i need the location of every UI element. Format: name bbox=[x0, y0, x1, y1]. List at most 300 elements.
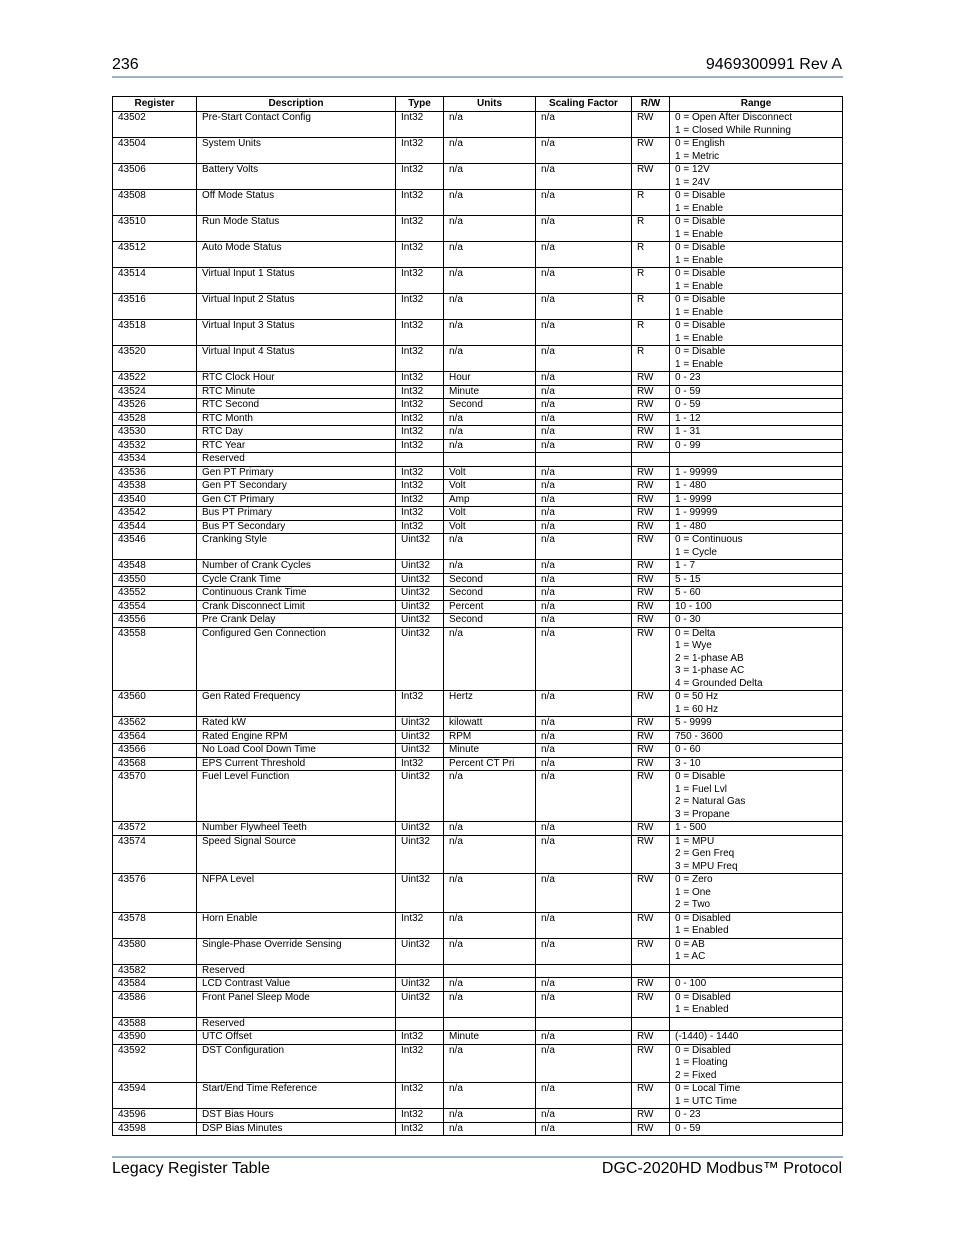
type-cell: Int32 bbox=[396, 399, 444, 413]
table-row bbox=[113, 1122, 843, 1136]
rw-cell: RW bbox=[632, 757, 670, 771]
units-cell: Volt bbox=[444, 480, 536, 494]
units-cell: n/a bbox=[444, 1044, 536, 1083]
range-cell bbox=[670, 1017, 843, 1031]
units-cell: n/a bbox=[444, 771, 536, 822]
scaling-factor-cell: n/a bbox=[536, 560, 632, 574]
rw-cell: RW bbox=[632, 520, 670, 534]
scaling-factor-cell: n/a bbox=[536, 730, 632, 744]
scaling-factor-cell: n/a bbox=[536, 112, 632, 138]
type-cell: Uint32 bbox=[396, 938, 444, 964]
type-cell: Int32 bbox=[396, 691, 444, 717]
range-cell: 1 - 99999 bbox=[670, 466, 843, 480]
rw-cell: R bbox=[632, 190, 670, 216]
range-cell: 0 = Continuous 1 = Cycle bbox=[670, 534, 843, 560]
scaling-factor-cell: n/a bbox=[536, 520, 632, 534]
range-cell: 0 - 100 bbox=[670, 978, 843, 992]
type-cell bbox=[396, 1017, 444, 1031]
register-cell: 43520 bbox=[113, 346, 197, 372]
description-cell: Off Mode Status bbox=[197, 190, 396, 216]
type-cell: Int32 bbox=[396, 1083, 444, 1109]
table-row bbox=[113, 480, 843, 494]
scaling-factor-cell: n/a bbox=[536, 717, 632, 731]
scaling-factor-cell: n/a bbox=[536, 439, 632, 453]
scaling-factor-cell: n/a bbox=[536, 466, 632, 480]
type-cell: Uint32 bbox=[396, 614, 444, 628]
units-cell: n/a bbox=[444, 627, 536, 691]
range-cell: 5 - 60 bbox=[670, 587, 843, 601]
register-cell: 43594 bbox=[113, 1083, 197, 1109]
type-cell: Int32 bbox=[396, 190, 444, 216]
description-cell: Number Flywheel Teeth bbox=[197, 822, 396, 836]
rw-cell: RW bbox=[632, 822, 670, 836]
table-row bbox=[113, 835, 843, 874]
units-cell: Hertz bbox=[444, 691, 536, 717]
register-cell: 43578 bbox=[113, 912, 197, 938]
rw-cell: RW bbox=[632, 978, 670, 992]
table-row bbox=[113, 1083, 843, 1109]
scaling-factor-cell: n/a bbox=[536, 412, 632, 426]
type-cell: Int32 bbox=[396, 1044, 444, 1083]
range-cell: 1 - 480 bbox=[670, 520, 843, 534]
description-cell: Virtual Input 4 Status bbox=[197, 346, 396, 372]
register-table bbox=[112, 96, 843, 1136]
units-cell: n/a bbox=[444, 216, 536, 242]
units-cell: n/a bbox=[444, 874, 536, 913]
description-cell: RTC Day bbox=[197, 426, 396, 440]
table-row bbox=[113, 190, 843, 216]
range-cell: 1 - 99999 bbox=[670, 507, 843, 521]
scaling-factor-cell: n/a bbox=[536, 138, 632, 164]
description-cell: Configured Gen Connection bbox=[197, 627, 396, 691]
table-row bbox=[113, 216, 843, 242]
units-cell bbox=[444, 1017, 536, 1031]
type-cell: Uint32 bbox=[396, 573, 444, 587]
table-row bbox=[113, 138, 843, 164]
units-cell: n/a bbox=[444, 439, 536, 453]
register-cell: 43532 bbox=[113, 439, 197, 453]
scaling-factor-cell: n/a bbox=[536, 294, 632, 320]
rw-cell: RW bbox=[632, 439, 670, 453]
rw-cell: RW bbox=[632, 560, 670, 574]
table-row bbox=[113, 874, 843, 913]
table-row bbox=[113, 938, 843, 964]
rw-cell: RW bbox=[632, 874, 670, 913]
register-cell: 43556 bbox=[113, 614, 197, 628]
column-header-description: Description bbox=[197, 97, 396, 112]
scaling-factor-cell: n/a bbox=[536, 757, 632, 771]
range-cell: 3 - 10 bbox=[670, 757, 843, 771]
description-cell: RTC Minute bbox=[197, 385, 396, 399]
scaling-factor-cell: n/a bbox=[536, 1083, 632, 1109]
type-cell bbox=[396, 964, 444, 978]
scaling-factor-cell: n/a bbox=[536, 493, 632, 507]
scaling-factor-cell: n/a bbox=[536, 1122, 632, 1136]
register-cell: 43554 bbox=[113, 600, 197, 614]
range-cell: 1 = MPU 2 = Gen Freq 3 = MPU Freq bbox=[670, 835, 843, 874]
rw-cell: RW bbox=[632, 614, 670, 628]
units-cell: n/a bbox=[444, 426, 536, 440]
scaling-factor-cell: n/a bbox=[536, 912, 632, 938]
scaling-factor-cell: n/a bbox=[536, 242, 632, 268]
register-cell: 43504 bbox=[113, 138, 197, 164]
scaling-factor-cell: n/a bbox=[536, 978, 632, 992]
units-cell: n/a bbox=[444, 412, 536, 426]
type-cell: Int32 bbox=[396, 372, 444, 386]
rw-cell: RW bbox=[632, 493, 670, 507]
table-row bbox=[113, 294, 843, 320]
range-cell: 0 = 50 Hz 1 = 60 Hz bbox=[670, 691, 843, 717]
range-cell bbox=[670, 453, 843, 467]
rw-cell: RW bbox=[632, 466, 670, 480]
scaling-factor-cell: n/a bbox=[536, 346, 632, 372]
units-cell: Volt bbox=[444, 507, 536, 521]
units-cell: Percent bbox=[444, 600, 536, 614]
type-cell: Uint32 bbox=[396, 744, 444, 758]
table-row bbox=[113, 399, 843, 413]
register-cell: 43518 bbox=[113, 320, 197, 346]
table-row bbox=[113, 560, 843, 574]
description-cell: Speed Signal Source bbox=[197, 835, 396, 874]
rw-cell: RW bbox=[632, 507, 670, 521]
table-row bbox=[113, 730, 843, 744]
register-cell: 43596 bbox=[113, 1109, 197, 1123]
description-cell: Gen CT Primary bbox=[197, 493, 396, 507]
scaling-factor-cell: n/a bbox=[536, 534, 632, 560]
range-cell: 0 = Disable 1 = Enable bbox=[670, 320, 843, 346]
table-row bbox=[113, 534, 843, 560]
description-cell: Crank Disconnect Limit bbox=[197, 600, 396, 614]
table-row bbox=[113, 320, 843, 346]
rw-cell: RW bbox=[632, 1031, 670, 1045]
section-title: Legacy Register Table bbox=[112, 1160, 271, 1177]
rw-cell: RW bbox=[632, 938, 670, 964]
table-row bbox=[113, 573, 843, 587]
rw-cell: R bbox=[632, 294, 670, 320]
register-cell: 43564 bbox=[113, 730, 197, 744]
rw-cell: RW bbox=[632, 480, 670, 494]
register-cell: 43582 bbox=[113, 964, 197, 978]
table-row bbox=[113, 614, 843, 628]
range-cell: 0 - 99 bbox=[670, 439, 843, 453]
table-row bbox=[113, 385, 843, 399]
rw-cell: RW bbox=[632, 991, 670, 1017]
rw-cell: RW bbox=[632, 1109, 670, 1123]
scaling-factor-cell: n/a bbox=[536, 822, 632, 836]
description-cell: NFPA Level bbox=[197, 874, 396, 913]
table-row bbox=[113, 822, 843, 836]
range-cell: (-1440) - 1440 bbox=[670, 1031, 843, 1045]
units-cell: Second bbox=[444, 399, 536, 413]
units-cell: Percent CT Pri bbox=[444, 757, 536, 771]
table-row bbox=[113, 242, 843, 268]
range-cell: 750 - 3600 bbox=[670, 730, 843, 744]
type-cell: Uint32 bbox=[396, 978, 444, 992]
table-row bbox=[113, 771, 843, 822]
range-cell: 0 - 59 bbox=[670, 399, 843, 413]
scaling-factor-cell: n/a bbox=[536, 614, 632, 628]
units-cell: n/a bbox=[444, 138, 536, 164]
description-cell: UTC Offset bbox=[197, 1031, 396, 1045]
range-cell: 0 = Local Time 1 = UTC Time bbox=[670, 1083, 843, 1109]
description-cell: Virtual Input 1 Status bbox=[197, 268, 396, 294]
table-row bbox=[113, 439, 843, 453]
register-cell: 43530 bbox=[113, 426, 197, 440]
column-header-scaling-factor: Scaling Factor bbox=[536, 97, 632, 112]
units-cell: Second bbox=[444, 573, 536, 587]
register-cell: 43574 bbox=[113, 835, 197, 874]
scaling-factor-cell: n/a bbox=[536, 744, 632, 758]
register-cell: 43526 bbox=[113, 399, 197, 413]
description-cell: Run Mode Status bbox=[197, 216, 396, 242]
rw-cell: R bbox=[632, 346, 670, 372]
scaling-factor-cell: n/a bbox=[536, 835, 632, 874]
range-cell: 0 - 60 bbox=[670, 744, 843, 758]
description-cell: Front Panel Sleep Mode bbox=[197, 991, 396, 1017]
units-cell: n/a bbox=[444, 164, 536, 190]
rw-cell: RW bbox=[632, 744, 670, 758]
scaling-factor-cell: n/a bbox=[536, 216, 632, 242]
register-cell: 43552 bbox=[113, 587, 197, 601]
type-cell: Uint32 bbox=[396, 600, 444, 614]
units-cell bbox=[444, 964, 536, 978]
table-row bbox=[113, 964, 843, 978]
type-cell: Uint32 bbox=[396, 560, 444, 574]
register-cell: 43560 bbox=[113, 691, 197, 717]
units-cell: n/a bbox=[444, 268, 536, 294]
range-cell: 0 = Disable 1 = Enable bbox=[670, 294, 843, 320]
page-header bbox=[112, 56, 842, 76]
register-cell: 43570 bbox=[113, 771, 197, 822]
type-cell: Uint32 bbox=[396, 822, 444, 836]
scaling-factor-cell: n/a bbox=[536, 372, 632, 386]
units-cell: n/a bbox=[444, 912, 536, 938]
range-cell: 0 = Disable 1 = Fuel Lvl 2 = Natural Gas 3 = Propane bbox=[670, 771, 843, 822]
rw-cell: RW bbox=[632, 112, 670, 138]
description-cell: System Units bbox=[197, 138, 396, 164]
scaling-factor-cell: n/a bbox=[536, 164, 632, 190]
register-cell: 43534 bbox=[113, 453, 197, 467]
register-cell: 43522 bbox=[113, 372, 197, 386]
units-cell: n/a bbox=[444, 294, 536, 320]
rw-cell: RW bbox=[632, 587, 670, 601]
description-cell: Rated kW bbox=[197, 717, 396, 731]
scaling-factor-cell bbox=[536, 453, 632, 467]
units-cell: n/a bbox=[444, 320, 536, 346]
register-cell: 43576 bbox=[113, 874, 197, 913]
rw-cell: RW bbox=[632, 600, 670, 614]
description-cell: LCD Contrast Value bbox=[197, 978, 396, 992]
table-row bbox=[113, 412, 843, 426]
rw-cell bbox=[632, 1017, 670, 1031]
column-header-type: Type bbox=[396, 97, 444, 112]
register-cell: 43540 bbox=[113, 493, 197, 507]
register-cell: 43528 bbox=[113, 412, 197, 426]
units-cell: Hour bbox=[444, 372, 536, 386]
scaling-factor-cell: n/a bbox=[536, 691, 632, 717]
range-cell: 0 = Delta 1 = Wye 2 = 1-phase AB 3 = 1-phase AC 4 = Grounded Delta bbox=[670, 627, 843, 691]
range-cell: 0 = Disable 1 = Enable bbox=[670, 346, 843, 372]
description-cell: Cranking Style bbox=[197, 534, 396, 560]
scaling-factor-cell: n/a bbox=[536, 1031, 632, 1045]
type-cell: Uint32 bbox=[396, 730, 444, 744]
type-cell: Uint32 bbox=[396, 627, 444, 691]
scaling-factor-cell: n/a bbox=[536, 320, 632, 346]
scaling-factor-cell: n/a bbox=[536, 627, 632, 691]
type-cell: Int32 bbox=[396, 480, 444, 494]
register-cell: 43512 bbox=[113, 242, 197, 268]
rw-cell: RW bbox=[632, 426, 670, 440]
range-cell: 5 - 9999 bbox=[670, 717, 843, 731]
description-cell: RTC Month bbox=[197, 412, 396, 426]
rw-cell bbox=[632, 964, 670, 978]
type-cell: Int32 bbox=[396, 268, 444, 294]
units-cell: Minute bbox=[444, 385, 536, 399]
type-cell: Int32 bbox=[396, 1109, 444, 1123]
rw-cell: RW bbox=[632, 1122, 670, 1136]
description-cell: RTC Second bbox=[197, 399, 396, 413]
description-cell: Single-Phase Override Sensing bbox=[197, 938, 396, 964]
register-cell: 43546 bbox=[113, 534, 197, 560]
description-cell: Cycle Crank Time bbox=[197, 573, 396, 587]
range-cell: 0 = English 1 = Metric bbox=[670, 138, 843, 164]
table-row bbox=[113, 757, 843, 771]
range-cell: 0 = Zero 1 = One 2 = Two bbox=[670, 874, 843, 913]
range-cell: 1 - 12 bbox=[670, 412, 843, 426]
rw-cell: RW bbox=[632, 534, 670, 560]
type-cell: Int32 bbox=[396, 912, 444, 938]
table-row bbox=[113, 493, 843, 507]
table-row bbox=[113, 978, 843, 992]
table-row bbox=[113, 717, 843, 731]
range-cell: 0 = AB 1 = AC bbox=[670, 938, 843, 964]
type-cell: Uint32 bbox=[396, 874, 444, 913]
description-cell: DST Configuration bbox=[197, 1044, 396, 1083]
description-cell: Gen PT Secondary bbox=[197, 480, 396, 494]
register-cell: 43516 bbox=[113, 294, 197, 320]
register-cell: 43550 bbox=[113, 573, 197, 587]
table-row bbox=[113, 600, 843, 614]
type-cell: Int32 bbox=[396, 412, 444, 426]
range-cell: 0 = Disable 1 = Enable bbox=[670, 190, 843, 216]
range-cell: 1 - 9999 bbox=[670, 493, 843, 507]
units-cell: n/a bbox=[444, 938, 536, 964]
units-cell: n/a bbox=[444, 112, 536, 138]
type-cell: Int32 bbox=[396, 385, 444, 399]
register-cell: 43544 bbox=[113, 520, 197, 534]
type-cell: Uint32 bbox=[396, 717, 444, 731]
register-cell: 43558 bbox=[113, 627, 197, 691]
range-cell: 1 - 480 bbox=[670, 480, 843, 494]
range-cell: 0 = Open After Disconnect 1 = Closed While Running bbox=[670, 112, 843, 138]
units-cell: Volt bbox=[444, 466, 536, 480]
range-cell: 10 - 100 bbox=[670, 600, 843, 614]
units-cell bbox=[444, 453, 536, 467]
description-cell: Number of Crank Cycles bbox=[197, 560, 396, 574]
product-title: DGC-2020HD Modbus™ Protocol bbox=[601, 1160, 842, 1177]
description-cell: Virtual Input 2 Status bbox=[197, 294, 396, 320]
type-cell: Int32 bbox=[396, 294, 444, 320]
type-cell: Int32 bbox=[396, 242, 444, 268]
rw-cell: RW bbox=[632, 771, 670, 822]
type-cell: Int32 bbox=[396, 507, 444, 521]
rw-cell: RW bbox=[632, 717, 670, 731]
rw-cell: RW bbox=[632, 1044, 670, 1083]
description-cell: Virtual Input 3 Status bbox=[197, 320, 396, 346]
description-cell: DST Bias Hours bbox=[197, 1109, 396, 1123]
type-cell: Int32 bbox=[396, 346, 444, 372]
range-cell: 0 = Disabled 1 = Enabled bbox=[670, 991, 843, 1017]
description-cell: Pre Crank Delay bbox=[197, 614, 396, 628]
rw-cell: RW bbox=[632, 1083, 670, 1109]
description-cell: Rated Engine RPM bbox=[197, 730, 396, 744]
rw-cell: RW bbox=[632, 627, 670, 691]
rw-cell: RW bbox=[632, 385, 670, 399]
description-cell: Bus PT Secondary bbox=[197, 520, 396, 534]
rw-cell: R bbox=[632, 242, 670, 268]
table-header-row bbox=[113, 97, 843, 112]
document-id: 9469300991 Rev A bbox=[705, 56, 842, 73]
type-cell: Uint32 bbox=[396, 587, 444, 601]
units-cell: n/a bbox=[444, 534, 536, 560]
type-cell: Int32 bbox=[396, 1122, 444, 1136]
register-table-body bbox=[113, 112, 843, 1136]
rw-cell: RW bbox=[632, 412, 670, 426]
table-row bbox=[113, 1109, 843, 1123]
description-cell: RTC Clock Hour bbox=[197, 372, 396, 386]
column-header-rw: R/W bbox=[632, 97, 670, 112]
scaling-factor-cell bbox=[536, 964, 632, 978]
description-cell: Pre-Start Contact Config bbox=[197, 112, 396, 138]
description-cell: EPS Current Threshold bbox=[197, 757, 396, 771]
type-cell: Uint32 bbox=[396, 771, 444, 822]
description-cell: Gen Rated Frequency bbox=[197, 691, 396, 717]
description-cell: Battery Volts bbox=[197, 164, 396, 190]
units-cell: n/a bbox=[444, 1083, 536, 1109]
range-cell: 1 - 500 bbox=[670, 822, 843, 836]
scaling-factor-cell: n/a bbox=[536, 874, 632, 913]
description-cell: Reserved bbox=[197, 453, 396, 467]
type-cell: Uint32 bbox=[396, 835, 444, 874]
type-cell: Int32 bbox=[396, 439, 444, 453]
scaling-factor-cell: n/a bbox=[536, 268, 632, 294]
scaling-factor-cell: n/a bbox=[536, 600, 632, 614]
scaling-factor-cell: n/a bbox=[536, 399, 632, 413]
description-cell: Horn Enable bbox=[197, 912, 396, 938]
units-cell: Volt bbox=[444, 520, 536, 534]
table-row bbox=[113, 372, 843, 386]
table-row bbox=[113, 744, 843, 758]
type-cell: Int32 bbox=[396, 520, 444, 534]
type-cell: Int32 bbox=[396, 757, 444, 771]
description-cell: Fuel Level Function bbox=[197, 771, 396, 822]
register-cell: 43514 bbox=[113, 268, 197, 294]
type-cell: Int32 bbox=[396, 320, 444, 346]
table-row bbox=[113, 691, 843, 717]
table-row bbox=[113, 1031, 843, 1045]
register-cell: 43508 bbox=[113, 190, 197, 216]
range-cell: 0 - 23 bbox=[670, 372, 843, 386]
rw-cell: RW bbox=[632, 730, 670, 744]
scaling-factor-cell: n/a bbox=[536, 385, 632, 399]
table-row bbox=[113, 587, 843, 601]
register-cell: 43538 bbox=[113, 480, 197, 494]
rw-cell: R bbox=[632, 268, 670, 294]
table-row bbox=[113, 1044, 843, 1083]
units-cell: n/a bbox=[444, 190, 536, 216]
page-footer bbox=[112, 1160, 842, 1180]
page-number: 236 bbox=[112, 56, 139, 73]
